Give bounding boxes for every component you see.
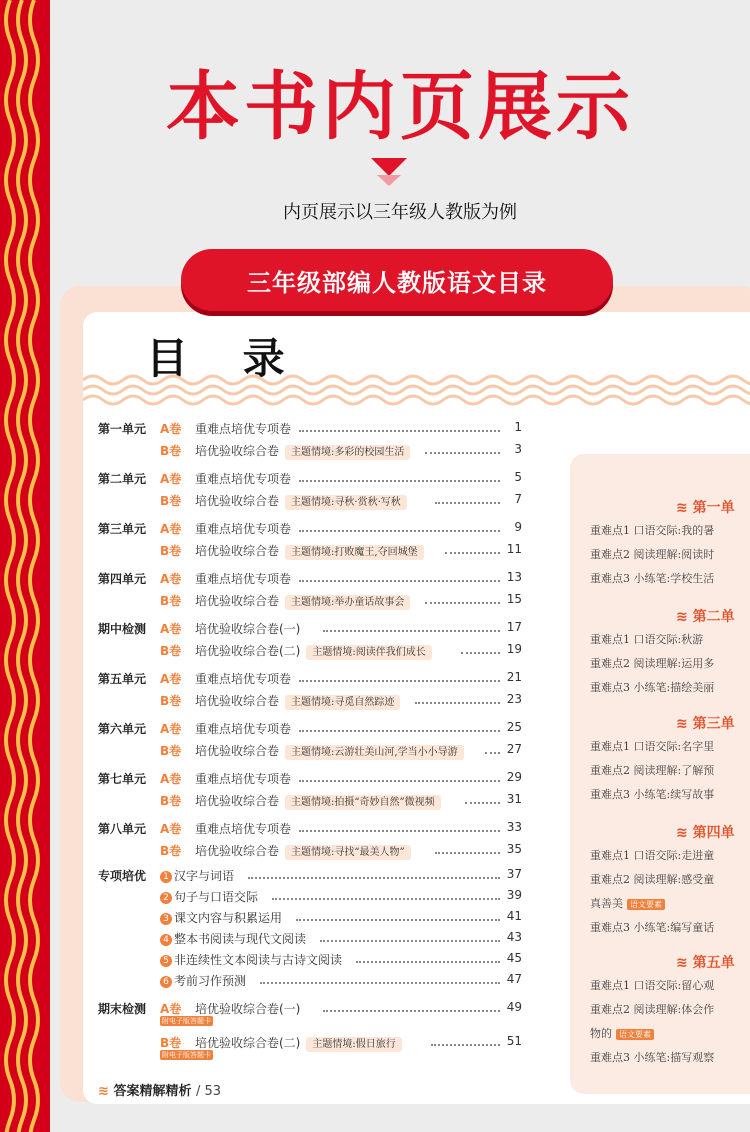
toc-unit-label: 第一单元 — [98, 422, 147, 436]
theme-tag: 主题情境:多彩的校园生活 — [285, 445, 410, 460]
toc-page-number: 13 — [506, 570, 522, 584]
toc-page-number: 17 — [506, 620, 522, 634]
leader-dots — [425, 602, 500, 604]
leader-dots — [425, 452, 500, 454]
toc-paper-tag: A卷 — [160, 422, 182, 436]
toc-item-label — [195, 820, 291, 837]
right-panel-row-text: 重难点1 口语交际:秋游 — [590, 633, 704, 646]
toc-page-number: 31 — [506, 792, 522, 806]
toc-item-text: 重难点培优专项卷 — [195, 472, 292, 486]
toc-paper-tag: B卷 — [160, 444, 182, 458]
toc-page-number: 11 — [506, 542, 522, 556]
toc-page-number: 51 — [506, 1034, 522, 1048]
right-panel-row-text: 重难点3 小练笔:描绘美丽 — [590, 681, 715, 694]
toc-item-label — [195, 592, 410, 610]
toc-paper-tag: A卷 — [160, 822, 182, 836]
leader-dots — [431, 1044, 500, 1046]
toc-paper-tag: A卷 — [160, 722, 182, 736]
leader-dots — [320, 940, 500, 942]
right-panel-row-text: 真善美 — [590, 897, 623, 910]
theme-tag: 主题情境:寻找“最美人物” — [285, 845, 411, 860]
toc-item-label — [160, 972, 246, 989]
toc-item-text: 重难点培优专项卷 — [195, 572, 292, 586]
toc-item-label — [195, 1000, 300, 1017]
toc-item-label — [195, 520, 291, 537]
toc-paper-tag: A卷 — [160, 1002, 182, 1016]
right-panel-row — [590, 977, 714, 993]
right-panel-row — [590, 847, 714, 863]
toc-page-number: 21 — [506, 670, 522, 684]
right-panel-row-text: 重难点3 小练笔:学校生活 — [590, 572, 715, 585]
toc-item-label — [195, 792, 441, 810]
theme-tag: 主题情境:举办童话故事会 — [285, 595, 410, 610]
right-panel-row-text: 重难点3 小练笔:续写故事 — [590, 788, 715, 801]
right-panel-row — [590, 522, 714, 538]
footer-label: 答案精解精析 — [113, 1084, 192, 1099]
leader-dots — [299, 430, 500, 432]
number-circle-icon: 1 — [160, 871, 172, 883]
right-panel-row — [590, 786, 714, 802]
right-panel-row-text: 物的 — [590, 1027, 612, 1040]
leader-dots — [248, 877, 500, 879]
right-panel-row — [590, 1049, 714, 1065]
toc-paper-tag: B卷 — [160, 844, 182, 858]
toc-paper-tag: B卷 — [160, 594, 182, 608]
toc-item-label — [195, 442, 410, 460]
leader-dots — [299, 580, 500, 582]
toc-paper-tag: B卷 — [160, 644, 182, 658]
right-panel-row — [590, 762, 714, 778]
toc-item-label — [195, 420, 291, 437]
toc-page-number: 29 — [506, 770, 522, 784]
toc-unit-label: 第五单元 — [98, 672, 147, 686]
leader-dots — [356, 961, 500, 963]
right-panel-row-text: 重难点3 小练笔:描写观察 — [590, 1051, 715, 1064]
toc-item-text: 汉字与词语 — [174, 869, 235, 883]
right-panel-unit-heading: ≋ 第二单 — [676, 609, 735, 625]
toc-page-number: 27 — [506, 742, 522, 756]
toc-item-label — [195, 842, 411, 860]
theme-tag: 主题情境:假日旅行 — [306, 1037, 401, 1052]
leader-dots — [323, 1010, 500, 1012]
digital-answer-card-badge: 附电子版答题卡 — [162, 1017, 211, 1025]
number-circle-icon: 4 — [160, 934, 172, 946]
number-circle-icon: 6 — [160, 976, 172, 988]
toc-paper-tag: B卷 — [160, 1036, 182, 1050]
toc-item-text: 培优验收综合卷 — [195, 794, 280, 808]
leader-dots — [435, 502, 500, 504]
toc-page-number: 49 — [506, 1000, 522, 1014]
right-panel-row-text: 重难点2 阅读理解:感受童 — [590, 873, 715, 886]
leader-dots — [299, 530, 500, 532]
toc-paper-tag: B卷 — [160, 794, 182, 808]
toc-item-text: 重难点培优专项卷 — [195, 422, 292, 436]
right-panel-unit-heading: ≋ 第五单 — [676, 955, 735, 971]
right-panel-row-text: 重难点1 口语交际:留心观 — [590, 979, 715, 992]
toc-paper-tag: A卷 — [160, 772, 182, 786]
theme-tag: 主题情境:云游壮美山河,学当小小导游 — [285, 745, 464, 760]
toc-item-text: 非连续性文本阅读与古诗文阅读 — [174, 953, 343, 967]
leader-dots — [272, 898, 500, 900]
right-panel-row — [590, 655, 714, 671]
wave-divider-icon — [83, 372, 750, 408]
footer-page: / 53 — [195, 1084, 222, 1099]
right-panel-row-text: 重难点2 阅读理解:体会作 — [590, 1003, 715, 1016]
toc-paper-tag: A卷 — [160, 522, 182, 536]
page-title: 本书内页展示 — [166, 64, 634, 150]
right-panel-row-text: 重难点2 阅读理解:阅读时 — [590, 548, 715, 561]
toc-item-text: 培优验收综合卷 — [195, 844, 280, 858]
right-panel-row-text: 重难点2 阅读理解:了解预 — [590, 764, 715, 777]
toc-item-label — [195, 670, 291, 687]
toc-page-number: 5 — [514, 470, 522, 484]
right-panel-unit-heading: ≋ 第四单 — [676, 825, 735, 841]
toc-item-label — [195, 720, 291, 737]
right-panel-row — [590, 1001, 714, 1017]
toc-item-label — [160, 951, 342, 968]
toc-item-text: 培优验收综合卷 — [195, 594, 280, 608]
right-panel-row — [590, 679, 714, 695]
theme-tag: 主题情境:打败魔王,夺回城堡 — [285, 545, 424, 560]
toc-page-number: 19 — [506, 642, 522, 656]
toc-item-label — [195, 742, 464, 760]
toc-unit-label: 期中检测 — [98, 622, 147, 636]
toc-item-label — [195, 770, 291, 787]
toc-item-label — [195, 620, 300, 637]
theme-tag: 主题情境:寻秋·赏秋·写秋 — [285, 495, 407, 510]
toc-item-text: 培优验收综合卷(一) — [195, 1002, 301, 1016]
toc-page-number: 23 — [506, 692, 522, 706]
toc-item-text: 重难点培优专项卷 — [195, 672, 292, 686]
wave-icon: ≋ — [98, 1084, 109, 1099]
right-panel-unit-heading: ≋ 第一单 — [676, 500, 735, 516]
right-panel-row — [590, 631, 703, 647]
toc-item-text: 整本书阅读与现代文阅读 — [174, 932, 307, 946]
toc-item-text: 句子与口语交际 — [174, 890, 259, 904]
answer-section-footer — [98, 1080, 221, 1099]
leader-dots — [299, 830, 500, 832]
toc-item-text: 培优验收综合卷 — [195, 694, 280, 708]
toc-paper-tag: B卷 — [160, 494, 182, 508]
toc-item-text: 培优验收综合卷 — [195, 544, 280, 558]
toc-paper-tag: A卷 — [160, 622, 182, 636]
leader-dots — [415, 702, 500, 704]
digital-answer-card-badge: 附电子版答题卡 — [162, 1051, 211, 1059]
toc-paper-tag: B卷 — [160, 744, 182, 758]
toc-paper-tag: A卷 — [160, 672, 182, 686]
leader-dots — [323, 630, 500, 632]
toc-item-label — [195, 1034, 402, 1052]
toc-item-label — [195, 692, 400, 710]
right-panel-row-text: 重难点1 口语交际:我的暑 — [590, 524, 715, 537]
leader-dots — [299, 730, 500, 732]
right-panel-row — [590, 546, 714, 562]
toc-page-number: 45 — [506, 951, 522, 965]
toc-item-text: 重难点培优专项卷 — [195, 722, 292, 736]
toc-paper-tag: B卷 — [160, 694, 182, 708]
toc-page-number: 1 — [514, 420, 522, 434]
theme-tag: 主题情境:寻觅自然踪迹 — [285, 695, 400, 710]
toc-title: 目 录 — [146, 334, 305, 383]
toc-item-text: 培优验收综合卷(二) — [195, 644, 301, 658]
toc-item-label — [160, 888, 258, 905]
leader-dots — [435, 852, 500, 854]
toc-item-label — [195, 470, 291, 487]
leader-dots — [299, 480, 500, 482]
chinese-element-tag: 语文要素 — [627, 899, 665, 910]
toc-page-number: 43 — [506, 930, 522, 944]
toc-paper-tag: B卷 — [160, 544, 182, 558]
toc-page-number: 35 — [506, 842, 522, 856]
leader-dots — [296, 919, 500, 921]
toc-item-text: 培优验收综合卷 — [195, 744, 280, 758]
toc-page-number: 47 — [506, 972, 522, 986]
toc-item-text: 重难点培优专项卷 — [195, 772, 292, 786]
toc-item-label — [160, 909, 282, 926]
toc-unit-label: 期末检测 — [98, 1002, 147, 1016]
toc-item-text: 培优验收综合卷(二) — [195, 1036, 301, 1050]
toc-item-text: 课文内容与积累运用 — [174, 911, 283, 925]
down-arrow-shadow-icon — [377, 175, 401, 186]
right-panel-row — [590, 1025, 654, 1041]
toc-item-label — [195, 492, 407, 510]
toc-page-number: 37 — [506, 867, 522, 881]
toc-item-text: 重难点培优专项卷 — [195, 822, 292, 836]
toc-unit-label: 第八单元 — [98, 822, 147, 836]
page-subtitle: 内页展示以三年级人教版为例 — [283, 202, 517, 223]
chinese-element-tag: 语文要素 — [616, 1029, 654, 1040]
right-panel-row — [590, 871, 714, 887]
toc-page-number: 25 — [506, 720, 522, 734]
right-panel-row — [590, 919, 714, 935]
right-panel-row — [590, 895, 665, 911]
toc-page-number: 41 — [506, 909, 522, 923]
leader-dots — [299, 780, 500, 782]
theme-tag: 主题情境:拍摄“奇妙自然”微视频 — [285, 795, 441, 810]
number-circle-icon: 5 — [160, 955, 172, 967]
leader-dots — [299, 680, 500, 682]
toc-item-text: 培优验收综合卷 — [195, 494, 280, 508]
toc-unit-label: 第四单元 — [98, 572, 147, 586]
number-circle-icon: 2 — [160, 892, 172, 904]
toc-unit-label: 专项培优 — [98, 869, 147, 883]
theme-tag: 主题情境:阅读伴我们成长 — [306, 645, 431, 660]
toc-item-label — [195, 542, 424, 560]
right-panel-row-text: 重难点1 口语交际:走进童 — [590, 849, 715, 862]
right-panel-unit-heading: ≋ 第三单 — [676, 716, 735, 732]
toc-paper-tag: A卷 — [160, 472, 182, 486]
toc-item-label — [195, 642, 432, 660]
toc-item-text: 培优验收综合卷(一) — [195, 622, 301, 636]
toc-page-number: 3 — [514, 442, 522, 456]
toc-page-number: 15 — [506, 592, 522, 606]
toc-unit-label: 第六单元 — [98, 722, 147, 736]
wave-stripes-icon — [0, 0, 50, 1132]
right-panel-row-text: 重难点1 口语交际:名字里 — [590, 740, 715, 753]
right-panel-row — [590, 738, 714, 754]
toc-page-number: 9 — [514, 520, 522, 534]
right-panel-row — [590, 570, 714, 586]
toc-item-text: 考前习作预测 — [174, 974, 247, 988]
toc-paper-tag: A卷 — [160, 572, 182, 586]
toc-page-number: 39 — [506, 888, 522, 902]
right-panel-row-text: 重难点3 小练笔:编写童话 — [590, 921, 715, 934]
section-banner: 三年级部编人教版语文目录 — [181, 249, 613, 311]
toc-page-number: 33 — [506, 820, 522, 834]
number-circle-icon: 3 — [160, 913, 172, 925]
toc-page-number: 7 — [514, 492, 522, 506]
leader-dots — [260, 982, 500, 984]
toc-item-text: 重难点培优专项卷 — [195, 522, 292, 536]
toc-item-text: 培优验收综合卷 — [195, 444, 280, 458]
right-panel-row-text: 重难点2 阅读理解:运用多 — [590, 657, 715, 670]
decorative-left-strip — [0, 0, 50, 1132]
toc-unit-label: 第七单元 — [98, 772, 147, 786]
toc-item-label — [160, 930, 306, 947]
toc-item-label — [160, 867, 234, 884]
down-arrow-icon — [371, 158, 407, 176]
toc-item-label — [195, 570, 291, 587]
toc-unit-label: 第三单元 — [98, 522, 147, 536]
toc-unit-label: 第二单元 — [98, 472, 147, 486]
